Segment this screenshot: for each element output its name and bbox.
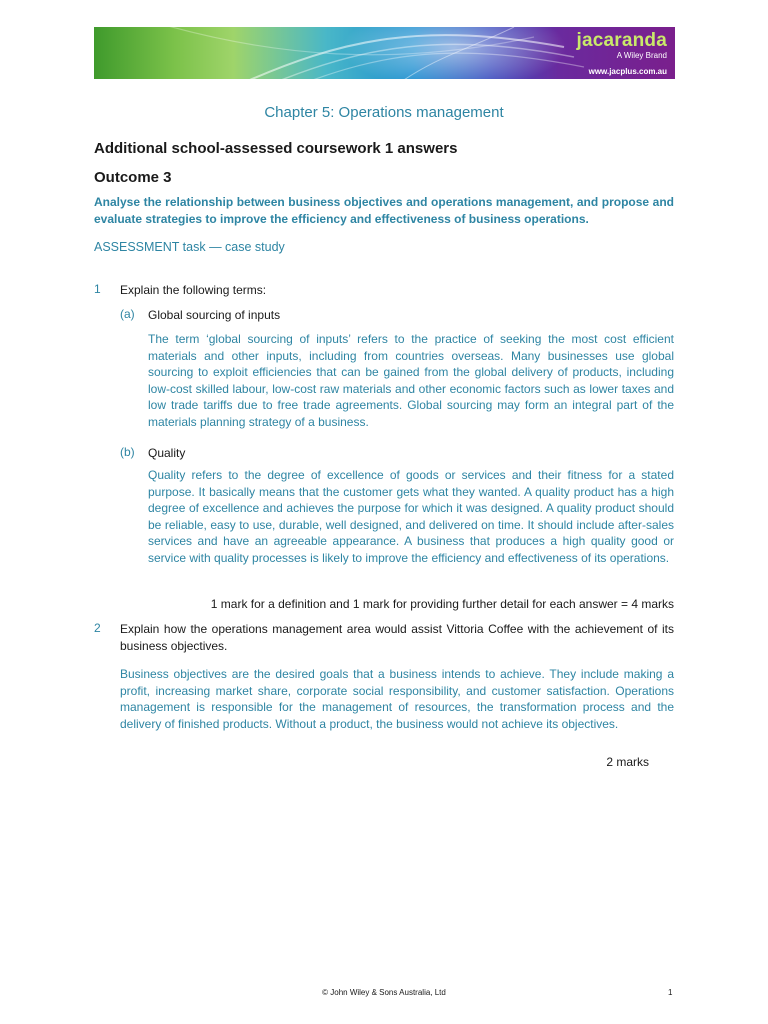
question-2-text: Explain how the operations management area would assist Vittoria Coffee with the achievement of its business objectives. [120,622,674,653]
question-1a-term: Global sourcing of inputs [148,308,281,322]
question-1a-answer: The term ‘global sourcing of inputs’ refers to the practice of seeking the most cost efficient materials and other inputs, including from countries overseas. Many businesses use global sourcing to exploit efficiencies that can be gained from the global delivery of products, including low-cost skilled labour, low-cost raw materials and other economic factors such as lower taxes and low trade tariffs due to free trade agreements. Global sourcing may form an integral part of the materials planning strategy of a business. [148,332,674,429]
footer-copyright: © John Wiley & Sons Australia, Ltd [322,988,446,997]
outcome-label: Outcome 3 [94,169,172,186]
brand-name: jacaranda [576,30,667,51]
chapter-title: Chapter 5: Operations management [264,104,504,121]
question-2-marks: 2 marks [606,755,649,769]
question-2-number: 2 [94,621,101,635]
header-banner [94,27,675,79]
question-1b-answer: Quality refers to the degree of excellence of goods or services and their fitness for a stated purpose. It basically means that the customer gets what they wanted. A quality product has a high degree of excellence and achieves the purpose for which it was designed. A quality product should be reliable, easy to use, durable, well designed, and delivered on time. It should include after-sales services and have an agreeable appearance. A business that produces a high quality good or service with quality processes is likely to improve the efficiency and effectiveness of its operations. [148,468,674,565]
outcome-description: Analyse the relationship between business objectives and operations management, and propose and evaluate strategies to improve the efficiency and effectiveness of business operations. [94,195,674,226]
question-1b-term: Quality [148,446,186,460]
page-heading: Additional school-assessed coursework 1 answers [94,140,458,157]
question-2-answer: Business objectives are the desired goals that a business intends to achieve. They include making a profit, increasing market share, corporate social responsibility, and customer satisfaction. Operations management is responsible for the management of resources, the transformation process and the delivery of finished products. Without a product, the business would not achieve its objectives. [120,667,674,731]
jacaranda-logo [576,31,667,76]
assessment-label: ASSESSMENT task — case study [94,240,285,254]
brand-subtitle: A Wiley Brand [616,51,667,60]
question-1-number: 1 [94,282,101,296]
brand-url: www.jacplus.com.au [588,67,667,76]
question-1-text: Explain the following terms: [120,283,267,297]
question-1a-label: (a) [120,307,135,321]
page-number: 1 [668,988,673,997]
question-1-marks: 1 mark for a definition and 1 mark for providing further detail for each answer = 4 marks [210,597,674,611]
question-1b-label: (b) [120,445,135,459]
